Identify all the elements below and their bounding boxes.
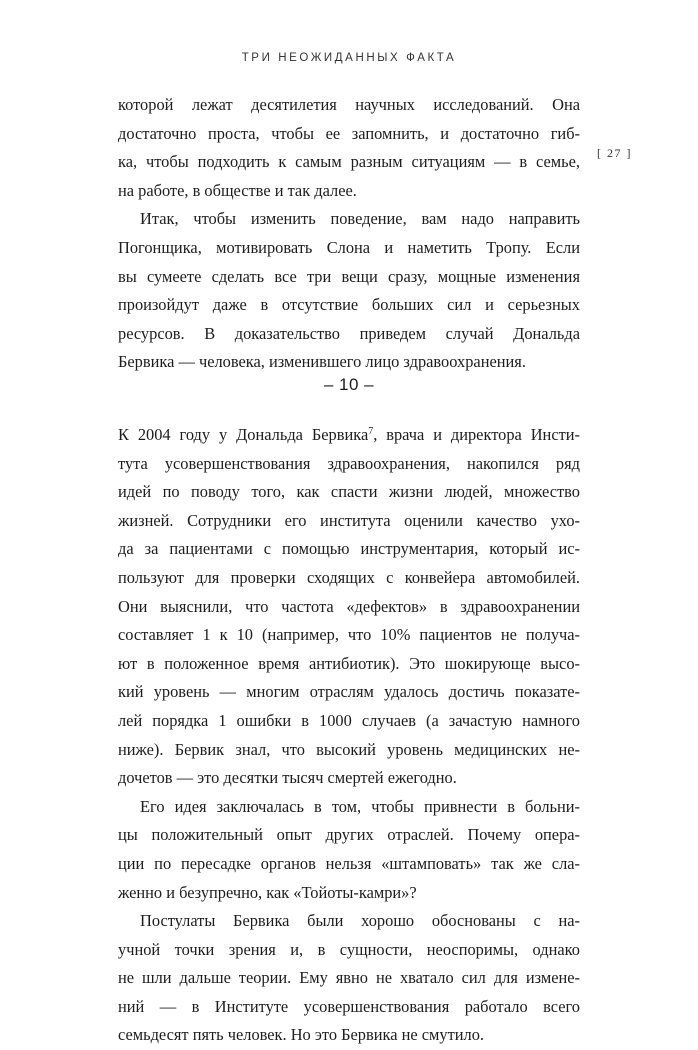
section-1-text (118, 91, 580, 377)
text-line: лей порядка 1 ошибки в 1000 случаев (а зачастую намного (118, 710, 580, 730)
text-line: Постулаты Бервика были хорошо обоснованы с на- (140, 911, 580, 931)
text-line: ют в положенное время антибиотик). Это шокирующе высо- (118, 653, 580, 673)
first-line-end: , врача и директора Инсти- (373, 425, 580, 444)
text-line: не шли дальше теории. Ему явно не хватало сил для измене- (118, 968, 580, 988)
text-line: произойдут даже в отсутствие больших сил и серьезных (118, 295, 580, 315)
text-line: ции по пересадке органов нельзя «штамповать» так же сла- (118, 853, 580, 873)
text-line: дочетов — это десятки тысяч смертей ежегодно. (118, 768, 457, 788)
text-line: женно и безупречно, как «Тойоты-камри»? (118, 882, 417, 902)
text-line: Они выяснили, что частота «дефектов» в здравоохранении (118, 596, 580, 616)
text-line: которой лежат десятилетия научных исследований. Она (118, 95, 580, 114)
text-line: составляет 1 к 10 (например, что 10% пациентов не получа- (118, 625, 580, 645)
section-2-text (118, 421, 580, 1050)
text-line: Бервика — человека, изменившего лицо здравоохранения. (118, 352, 526, 372)
text-line: тута усовершенствования здравоохранения, накопился ряд (118, 453, 580, 473)
text-line: Его идея заключалась в том, чтобы привнести в больни- (140, 796, 580, 816)
text-line: ний — в Институте усовершенствования работало всего (118, 996, 580, 1016)
text-line: ресурсов. В доказательство приведем случай Дональда (118, 323, 580, 343)
chapter-number: – 10 – (323, 375, 375, 394)
text-line: да за пациентами с помощью инструментария, который ис- (118, 539, 580, 559)
text-line: Итак, чтобы изменить поведение, вам надо направить (140, 209, 580, 229)
text-line: на работе, в обществе и так далее. (118, 180, 357, 200)
text-line: учной точки зрения и, в сущности, неоспоримы, однако (118, 939, 580, 959)
text-line: Погонщика, мотивировать Слона и наметить Тропу. Если (118, 237, 580, 257)
text-line (118, 421, 580, 450)
text-line: ка, чтобы подходить к самым разным ситуациям — в семье, (118, 152, 580, 172)
text-line: пользуют для проверки сходящих с конвейера автомобилей. (118, 567, 580, 587)
text-line: достаточно проста, чтобы ее запомнить, и достаточно гиб- (118, 123, 580, 143)
page-number: [ 27 ] (597, 146, 632, 160)
text-line: кий уровень — многим отраслям удалось достичь показате- (118, 682, 580, 702)
text-line: ниже). Бервик знал, что высокий уровень медицинских не- (118, 739, 580, 759)
running-head: ТРИ НЕОЖИДАННЫХ ФАКТА (241, 52, 457, 64)
text-line: идей по поводу того, как спасти жизни людей, множество (118, 482, 580, 502)
text-line: цы положительный опыт других отраслей. Почему опера- (118, 825, 580, 845)
text-line: семьдесят пять человек. Но это Бервика не смутило. (118, 1025, 484, 1045)
text-line: жизней. Сотрудники его института оценили качество ухо- (118, 510, 580, 530)
footnote-marker: 7 (368, 426, 374, 437)
text-line: вы сумеете сделать все три вещи сразу, мощные изменения (118, 266, 580, 286)
first-line-start: К 2004 году у Дональда Бервика (118, 425, 369, 444)
